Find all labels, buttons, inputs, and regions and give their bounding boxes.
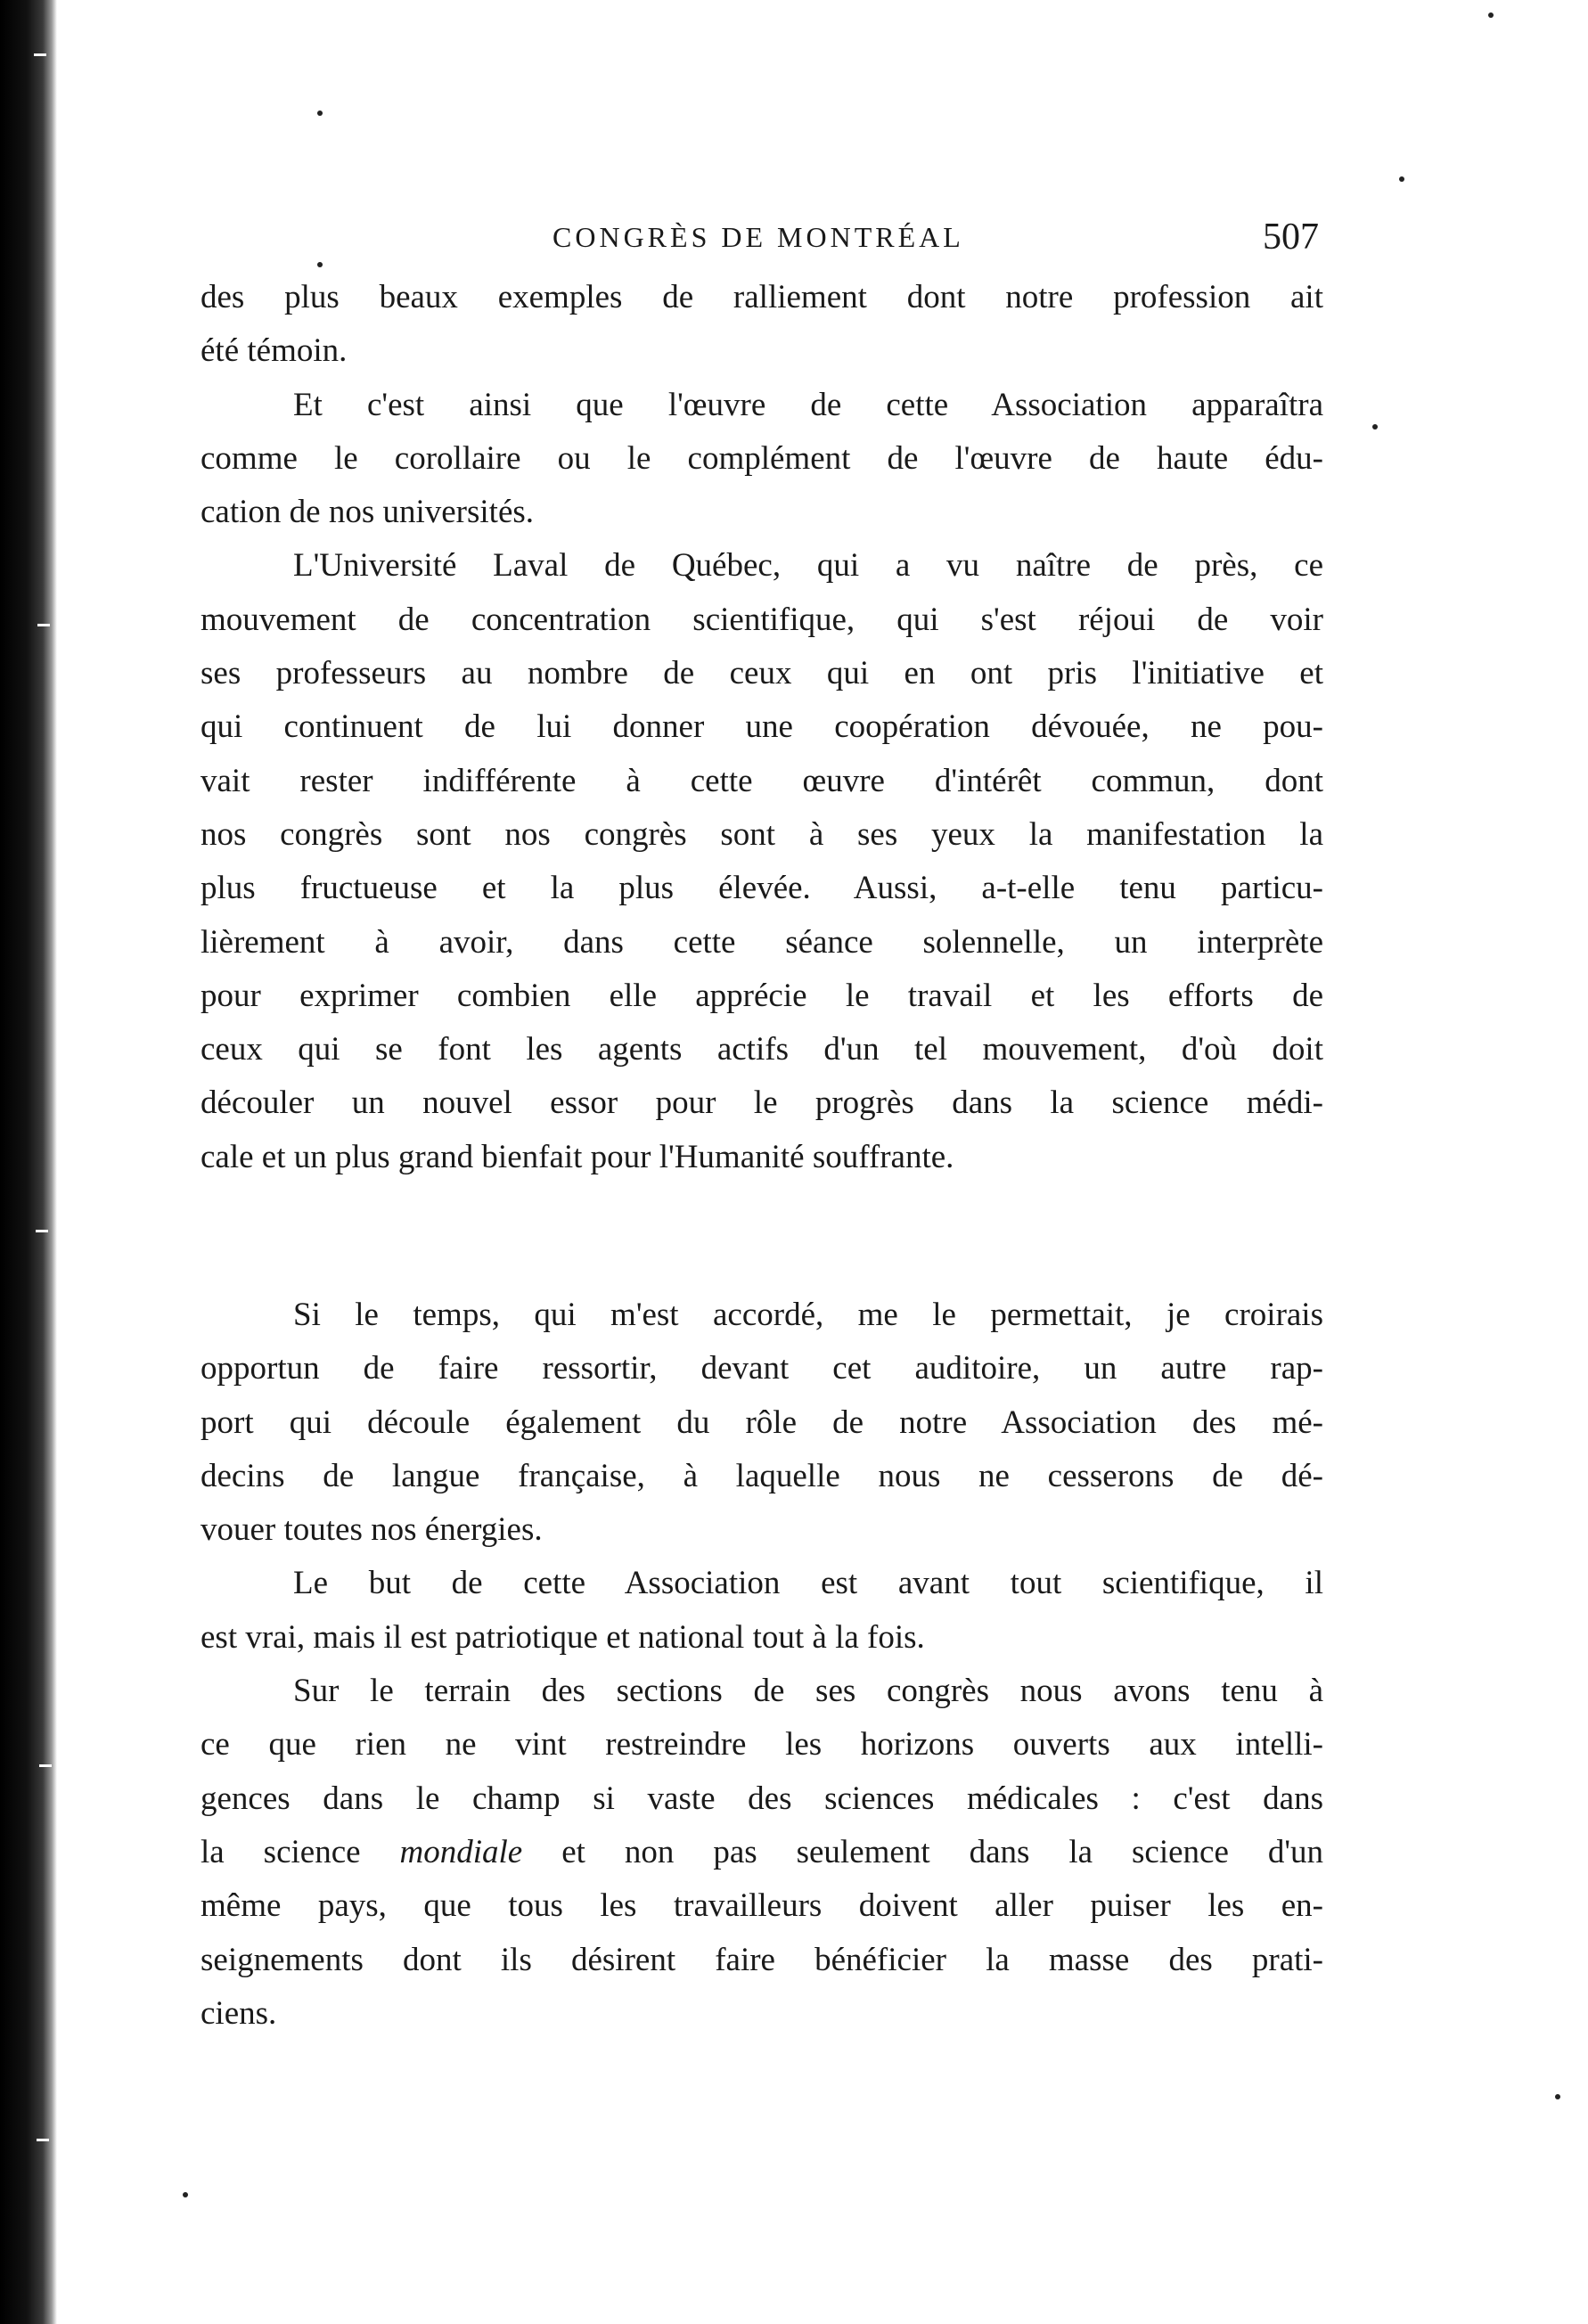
text-line: pour exprimer combien elle apprécie le travail et les efforts de [201, 977, 1323, 1014]
text-line: même pays, que tous les travailleurs doivent aller puiser les en- [201, 1887, 1323, 1925]
body-text-section-1 [201, 271, 1323, 1184]
speck-mark [183, 2192, 188, 2197]
text-line: ses professeurs au nombre de ceux qui en ont pris l'initiative et [201, 655, 1323, 692]
text-line: opportun de faire ressortir, devant cet auditoire, un autre rap- [201, 1350, 1323, 1387]
speck-mark [1372, 424, 1378, 430]
binding-mark [37, 2139, 49, 2141]
text-line: decins de langue française, à laquelle nous ne cesserons de dé- [201, 1457, 1323, 1494]
text-line: port qui découle également du rôle de notre Association des mé- [201, 1403, 1323, 1441]
text-line: est vrai, mais il est patriotique et national tout à la fois. [201, 1618, 925, 1656]
text-line: qui continuent de lui donner une coopération dévouée, ne pou- [201, 708, 1323, 746]
text-line: mouvement de concentration scientifique, qui s'est réjoui de voir [201, 601, 1323, 638]
text-line: Sur le terrain des sections de ses congrès nous avons tenu à [293, 1673, 1323, 1710]
binding-edge [0, 0, 57, 2324]
text-line: découler un nouvel essor pour le progrès dans la science médi- [201, 1084, 1323, 1122]
running-title: CONGRÈS DE MONTRÉAL [553, 221, 964, 253]
text-line: vait rester indifférente à cette œuvre d'intérêt commun, dont [201, 762, 1323, 799]
text-line: vouer toutes nos énergies. [201, 1511, 543, 1549]
text-segment: et non pas seulement dans la science d'un [561, 1833, 1323, 1870]
text-line: des plus beaux exemples de ralliement dont notre profession ait [201, 279, 1323, 315]
page-number: 507 [1263, 217, 1319, 258]
text-line: Et c'est ainsi que l'œuvre de cette Association apparaîtra [293, 386, 1323, 423]
text-line: ce que rien ne vint restreindre les horizons ouverts aux intelli- [201, 1726, 1323, 1763]
text-line: comme le corollaire ou le complément de l'œuvre de haute édu- [201, 439, 1323, 477]
text-line: cation de nos universités. [201, 494, 535, 531]
speck-mark [1555, 2094, 1560, 2099]
text-segment: la science [201, 1833, 361, 1870]
text-line: gences dans le champ si vaste des sciences médicales : c'est dans [201, 1780, 1323, 1817]
text-line: lièrement à avoir, dans cette séance solennelle, un interprète [201, 923, 1323, 961]
italic-word: mondiale [399, 1833, 523, 1870]
binding-mark [39, 1764, 52, 1767]
text-line: seignements dont ils désirent faire bénéficier la masse des prati- [201, 1941, 1323, 1978]
binding-mark [34, 53, 46, 56]
speck-mark [317, 110, 323, 116]
text-line: L'Université Laval de Québec, qui a vu naître de près, ce [293, 547, 1323, 585]
binding-mark [37, 624, 50, 626]
text-line: cale et un plus grand bienfait pour l'Humanité souffrante. [201, 1138, 954, 1175]
speck-mark [1399, 176, 1404, 182]
text-line: nos congrès sont nos congrès sont à ses yeux la manifestation la [201, 815, 1323, 853]
binding-mark [36, 1230, 48, 1232]
text-line: plus fructueuse et la plus élevée. Aussi, a-t-elle tenu particu- [201, 870, 1323, 907]
text-line: ciens. [201, 1994, 277, 2032]
text-line: Le but de cette Association est avant tout scientifique, il [293, 1565, 1323, 1602]
text-line: Si le temps, qui m'est accordé, me le permettait, je croirais [293, 1297, 1323, 1333]
running-head [205, 217, 1319, 274]
text-line: ceux qui se font les agents actifs d'un tel mouvement, d'où doit [201, 1031, 1323, 1068]
body-text-section-2 [201, 1289, 1323, 2041]
text-line: été témoin. [201, 332, 348, 370]
text-line-with-italic [201, 1826, 1323, 1879]
speck-mark [1488, 12, 1494, 18]
